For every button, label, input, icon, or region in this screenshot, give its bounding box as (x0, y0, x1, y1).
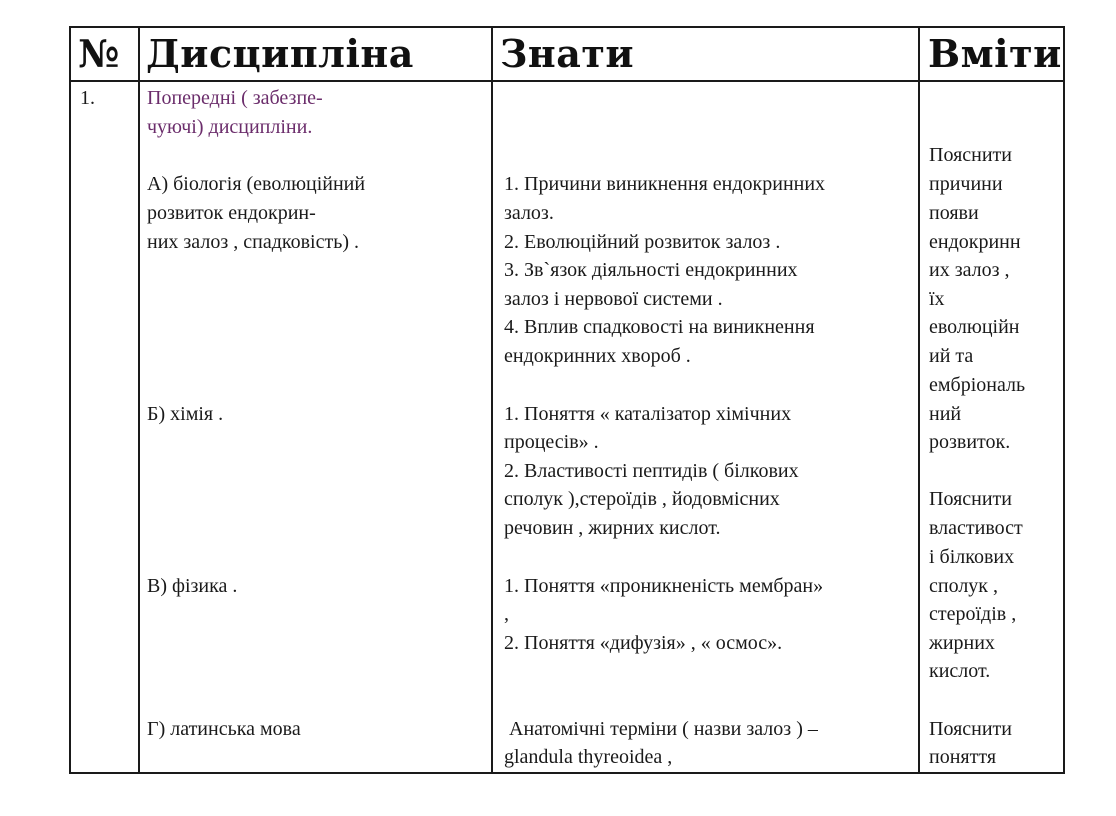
column-divider-3 (918, 26, 920, 774)
intro-line-1: Попередні ( забезпе- (147, 87, 323, 109)
intro-line-2: чуючі) дисципліни. (147, 116, 313, 138)
know-chemistry-line: 1. Поняття « каталізатор хімічних (504, 403, 792, 425)
skills-line: жирних (929, 632, 995, 654)
discipline-biology-line: розвиток ендокрин- (147, 202, 316, 224)
know-physics-line: 2. Поняття «дифузія» , « осмос». (504, 632, 783, 654)
skills-line: стероїдів , (929, 603, 1017, 625)
skills-line: і білкових (929, 546, 1015, 568)
skills-line: розвиток. (929, 431, 1011, 453)
skills-line: сполук , (929, 575, 999, 597)
know-physics-line: , (504, 603, 509, 625)
know-chemistry-line: речовин , жирних кислот. (504, 517, 721, 539)
skills-line: появи (929, 202, 979, 224)
skills-line: ий та (929, 345, 974, 367)
skills-line: их залоз , (929, 259, 1010, 281)
know-physics-line: 1. Поняття «проникненість мембран» (504, 575, 824, 597)
skills-line: Пояснити (929, 718, 1012, 740)
know-latin-line: glandula thyreoidea , (504, 746, 673, 768)
row-number: 1. (80, 87, 95, 109)
skills-line: поняття (929, 746, 997, 768)
header-skills: Вміти (928, 31, 1062, 76)
skills-line: властивост (929, 517, 1023, 539)
column-divider-2 (491, 26, 493, 774)
skills-line: ембріональ (929, 374, 1026, 396)
skills-line: кислот. (929, 660, 991, 682)
discipline-biology-line: А) біологія (еволюційний (147, 173, 366, 195)
skills-line: еволюційн (929, 316, 1020, 338)
column-divider-1 (138, 26, 140, 774)
know-chemistry-line: 2. Властивості пептидів ( білкових (504, 460, 799, 482)
know-chemistry-line: процесів» . (504, 431, 599, 453)
know-biology-line: залоз і нервової системи . (504, 288, 723, 310)
table-border-bottom (69, 772, 1065, 774)
header-know: Знати (500, 31, 635, 76)
discipline-chemistry-line: Б) хімія . (147, 403, 224, 425)
table-border-left (69, 26, 71, 774)
know-biology-line: 4. Вплив спадковості на виникнення (504, 316, 815, 338)
discipline-physics-line: В) фізика . (147, 575, 238, 597)
table-border-right (1063, 26, 1065, 774)
know-chemistry-line: сполук ),стероїдів , йодовмісних (504, 488, 780, 510)
discipline-biology-line: них залоз , спадковість) . (147, 231, 359, 253)
discipline-latin-line: Г) латинська мова (147, 718, 301, 740)
skills-line: ендокринн (929, 231, 1021, 253)
skills-line: Пояснити (929, 488, 1012, 510)
know-biology-line: ендокринних хвороб . (504, 345, 691, 367)
skills-line: Пояснити (929, 144, 1012, 166)
know-latin-line: Анатомічні терміни ( назви залоз ) – (504, 718, 818, 740)
skills-line: ний (929, 403, 962, 425)
skills-line: їх (929, 288, 945, 310)
header-number: № (78, 31, 120, 76)
know-biology-line: 2. Еволюційний розвиток залоз . (504, 231, 781, 253)
table-header-divider (69, 80, 1065, 82)
know-biology-line: залоз. (504, 202, 554, 224)
know-biology-line: 1. Причини виникнення ендокринних (504, 173, 826, 195)
skills-line: причини (929, 173, 1003, 195)
header-discipline: Дисципліна (146, 31, 414, 76)
know-biology-line: 3. Зв`язок діяльності ендокринних (504, 259, 798, 281)
